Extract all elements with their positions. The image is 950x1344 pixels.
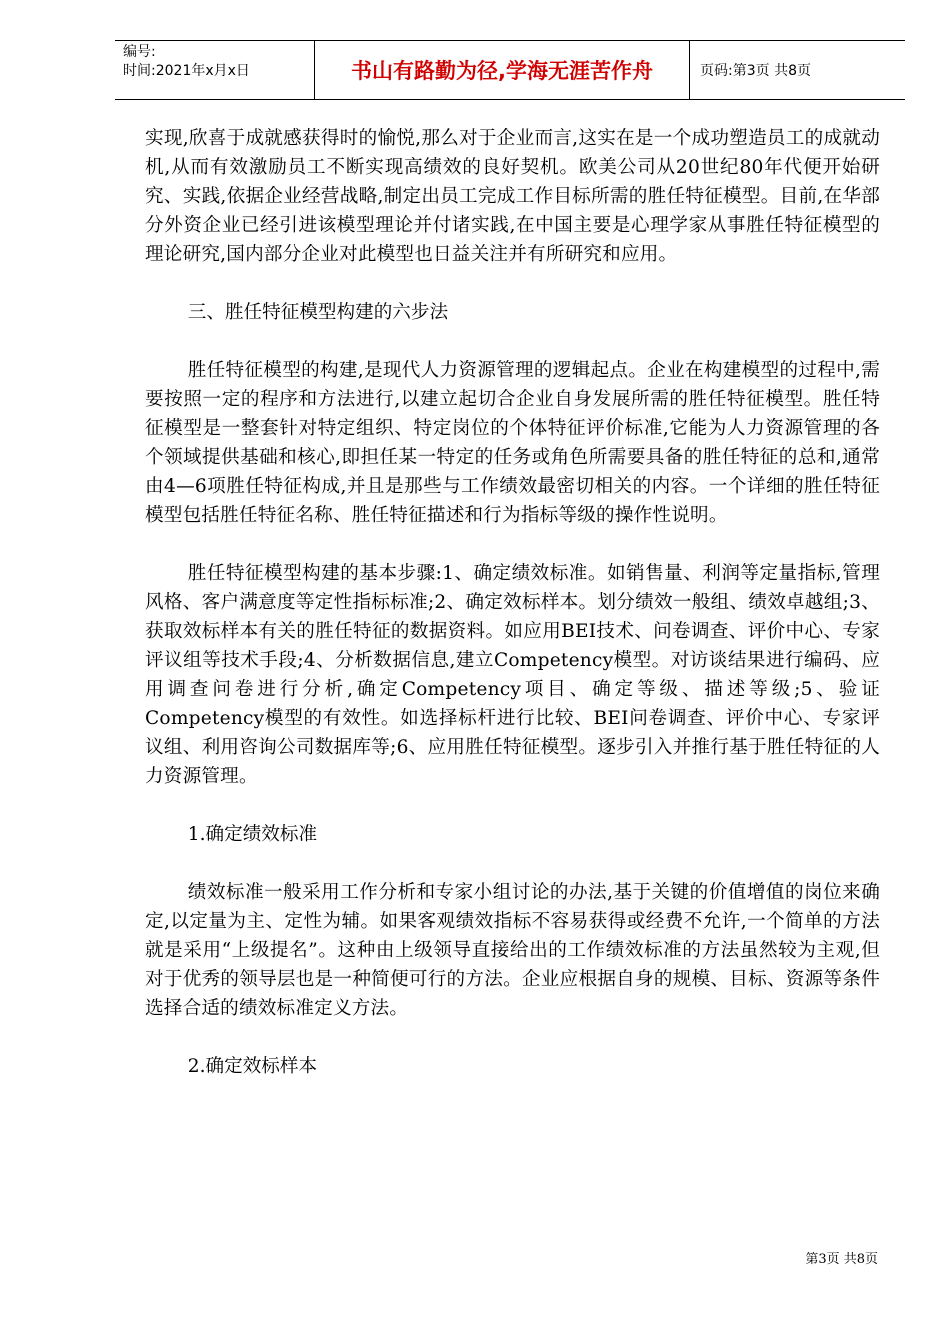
page-footer: 第3页 共8页 bbox=[805, 1252, 878, 1267]
header-page-info: 页码:第3页 共8页 bbox=[700, 63, 811, 79]
paragraph-model-construction: 胜任特征模型的构建,是现代人力资源管理的逻辑起点。企业在构建模型的过程中,需要按照一定的程序和方法进行,以建立起切合企业自身发展所需的胜任特征模型。胜任特征模型是一整套针对特定组织、特定岗位的个体特征评价标准,它能为人力资源管理的各个领域提供基础和核心,即担任某一特定的任务或角色所需要具备的胜任特征的总和,通常由4—6项胜任特征构成,并且是那些与工作绩效最密切相关的内容。一个详细的胜任特征模型包括胜任特征名称、胜任特征描述和行为指标等级的操作性说明。 bbox=[145, 360, 880, 526]
document-number-label: 编号: bbox=[123, 44, 156, 60]
paragraph-basic-steps: 胜任特征模型构建的基本步骤:1、确定绩效标准。如销售量、利润等定量指标,管理风格、客户满意度等定性指标标准;2、确定效标样本。划分绩效一般组、绩效卓越组;3、获取效标样本有关的胜任特征的数据资料。如应用BEI技术、问卷调查、评价中心、专家评议组等技术手段;4、分析数据信息,建立Competency模型。对访谈结果进行编码、应用调查问卷进行分析,确定Competency项目、确定等级、描述等级;5、验证Competency模型的有效性。如选择标杆进行比较、BEI问卷调查、评价中心、专家评议组、利用咨询公司数据库等;6、应用胜任特征模型。逐步引入并推行基于胜任特征的人力资源管理。 bbox=[145, 563, 880, 787]
page-header bbox=[115, 40, 905, 100]
section-heading-3: 三、胜任特征模型构建的六步法 bbox=[187, 302, 449, 323]
subheading-criterion-sample: 2.确定效标样本 bbox=[187, 1056, 318, 1077]
document-time-label: 时间:2021年x月x日 bbox=[123, 63, 250, 79]
document-body bbox=[145, 124, 880, 1081]
subheading-performance-standard: 1.确定绩效标准 bbox=[187, 824, 318, 845]
paragraph-performance-standard: 绩效标准一般采用工作分析和专家小组讨论的办法,基于关键的价值增值的岗位来确定,以定量为主、定性为辅。如果客观绩效指标不容易获得或经费不允许,一个简单的方法就是采用“上级提名”。这种由上级领导直接给出的工作绩效标准的方法虽然较为主观,但对于优秀的领导层也是一种简便可行的方法。企业应根据自身的规模、目标、资源等条件选择合适的绩效标准定义方法。 bbox=[145, 882, 880, 1019]
paragraph-continuation: 实现,欣喜于成就感获得时的愉悦,那么对于企业而言,这实在是一个成功塑造员工的成就动机,从而有效激励员工不断实现高绩效的良好契机。欧美公司从20世纪80年代便开始研究、实践,依据企业经营战略,制定出员工完成工作目标所需的胜任特征模型。目前,在华部分外资企业已经引进该模型理论并付诸实践,在中国主要是心理学家从事胜任特征模型的理论研究,国内部分企业对此模型也日益关注并有所研究和应用。 bbox=[145, 128, 880, 265]
header-motto: 书山有路勤为径,学海无涯苦作舟 bbox=[315, 41, 690, 99]
header-meta bbox=[115, 41, 315, 99]
